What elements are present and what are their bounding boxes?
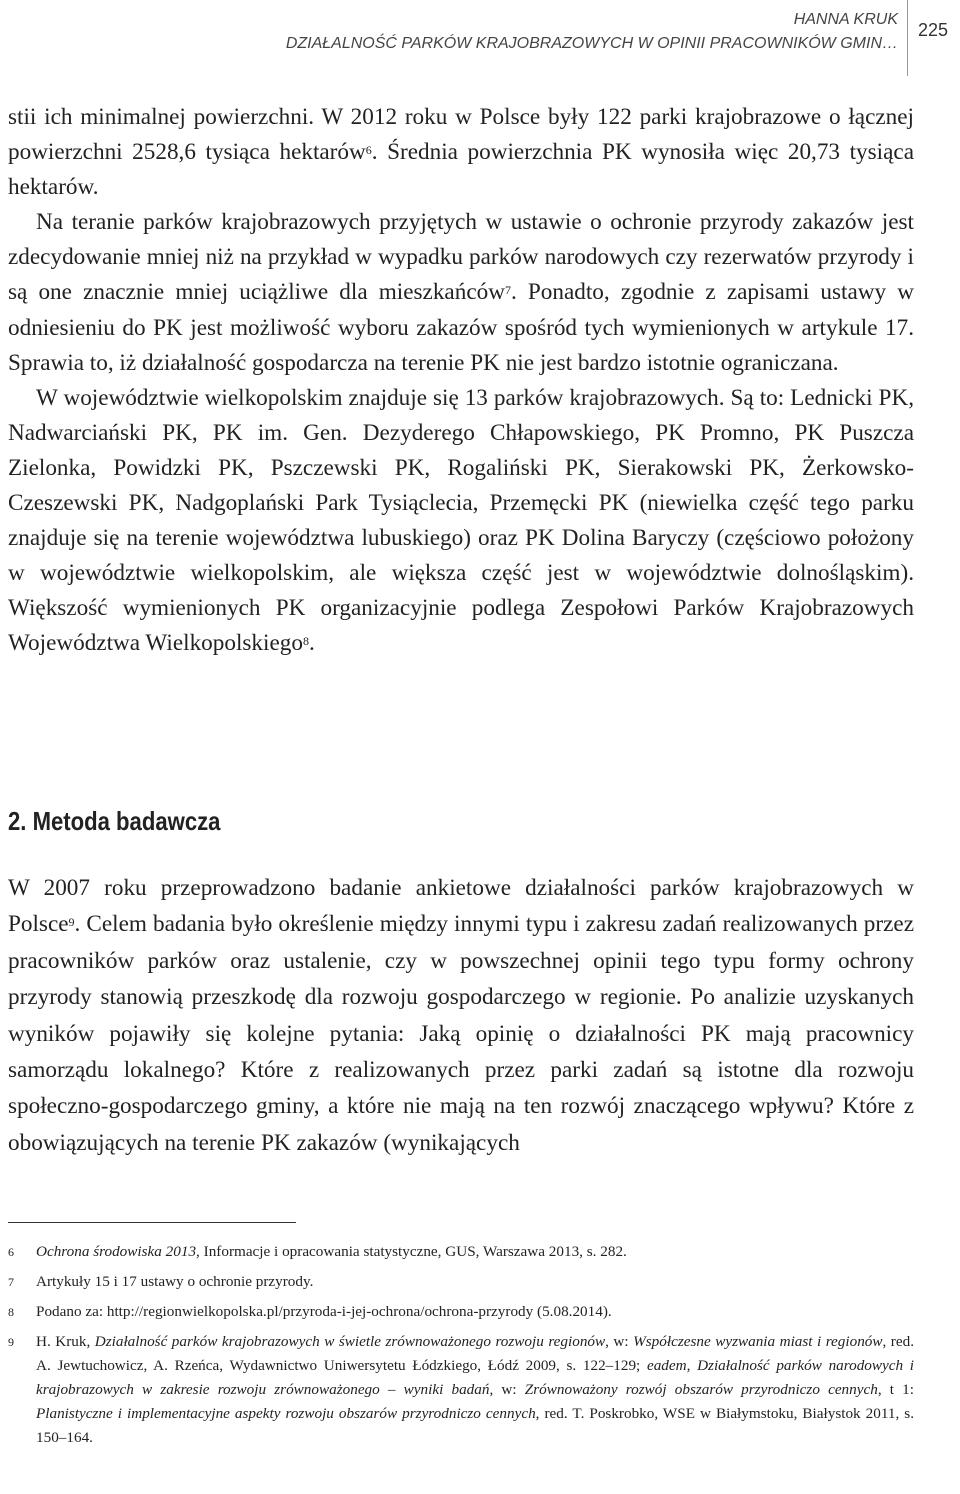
section-title: 2. Metoda badawcza bbox=[8, 806, 221, 836]
footnote-7: 7 Artykuły 15 i 17 ustawy o ochronie przyrody. bbox=[8, 1270, 914, 1294]
footnote-ref[interactable]: 7 bbox=[504, 283, 511, 298]
footnote-ref[interactable]: 8 bbox=[302, 634, 309, 649]
footnote-divider bbox=[8, 1222, 296, 1223]
page-number: 225 bbox=[918, 20, 949, 40]
footnote-9: 9 H. Kruk, Działalność parków krajobrazowych w świetle zrównoważonego rozwoju regionów, w: Współczesne wyzwania miast i regionów, red. A. Jewtuchowicz, A. Rzeńca, Wydawnictwo Uniwersytetu Łódzkiego, Łódź 2009, s. 122–129; eadem, Działalność parków narodowych i krajobrazowych w zakresie rozwoju zrównoważonego – wyniki badań, w: Zrównoważony rozwój obszarów przyrodniczo cennych, t 1: Planistyczne i implementacyjne aspekty rozwoju obszarów przyrodniczo cennych, red. T. Poskrobko, WSE w Białymstoku, Białystok 2011, s. 150–164. bbox=[8, 1330, 914, 1450]
header-title: DZIAŁALNOŚĆ PARKÓW KRAJOBRAZOWYCH W OPINII PRACOWNIKÓW GMIN… bbox=[285, 35, 898, 52]
paragraph: Na teranie parków krajobrazowych przyjętych w ustawie o ochronie przyrody zakazów jest zdecydowanie mniej niż na przykład w wypadku parków narodowych czy rezerwatów przyrody i są one znacznie mniej uciążliwe dla mieszkańców$^7$. Ponadto, zgodnie z zapisami ustawy w odniesieniu do PK jest możliwość wyboru zakazów spośród tych wymienionych w artykule 17. Sprawia to, iż działalność gospodarcza na terenie PK nie jest bardzo istotnie ograniczana. bbox=[8, 209, 914, 376]
header-author: HANNA KRUK bbox=[793, 11, 898, 28]
footnote-number: 6 bbox=[8, 1245, 14, 1259]
section-text bbox=[8, 870, 914, 1161]
footnote-6: 6 Ochrona środowiska 2013, Informacje i opracowania statystyczne, GUS, Warszawa 2013, s. 282. bbox=[8, 1240, 914, 1264]
paragraph: W 2007 roku przeprowadzono badanie ankietowe działalności parków krajobrazowych w Polsce$^9$. Celem badania było określenie między innymi typu i zakresu zadań realizowanych przez pracowników parków oraz ustalenie, czy w powszechnej opinii tego typu formy ochrony przyrody stanowią przeszkodę dla rozwoju gospodarczego w regionie. Po analizie uzyskanych wyników pojawiły się kolejne pytania: Jaką opinię o działalności PK mają pracownicy samorządu lokalnego? Które z realizowanych przez parki zadań są istotne dla rozwoju społeczno-gospodarczego gminy, a które nie mają na ten rozwój znaczącego wpływu? Które z obowiązujących na terenie PK zakazów (wynikających bbox=[8, 875, 914, 1156]
footnote-number: 8 bbox=[8, 1305, 14, 1319]
footnote-8 bbox=[8, 1300, 914, 1324]
footnote-number: 7 bbox=[8, 1275, 14, 1289]
header-divider bbox=[907, 0, 908, 76]
paragraph: stii ich minimalnej powierzchni. W 2012 roku w Polsce były 122 parki krajobrazowe o łącznej powierzchni 2528,6 tysiąca hektarów$^6$. Średnia powierzchnia PK wynosiła więc 20,73 tysiąca hektarów. bbox=[8, 104, 914, 201]
footnotes bbox=[8, 1240, 914, 1456]
footnote-ref[interactable]: 6 bbox=[365, 143, 372, 158]
footnote-number: 9 bbox=[8, 1335, 14, 1349]
footnote-ref[interactable]: 9 bbox=[68, 915, 75, 930]
footnote-url-text[interactable]: Podano za: http://regionwielkopolska.pl/przyroda-i-jej-ochrona/ochrona-przyrody (5.08.2014). bbox=[36, 1303, 612, 1320]
paragraph: W województwie wielkopolskim znajduje się 13 parków krajobrazowych. Są to: Lednicki PK, Nadwarciański PK, PK im. Gen. Dezyderego Chłapowskiego, PK Promno, PK Puszcza Zielonka, Powidzki PK, Pszczewski PK, Rogaliński PK, Sierakowski PK, Żerkowsko-Czeszewski PK, Nadgoplański Park Tysiąclecia, Przemęcki PK (niewielka część tego parku znajduje się na terenie województwa lubuskiego) oraz PK Dolina Baryczy (częściowo położony w województwie wielkopolskim, ale większa część jest w województwie dolnośląskim). Większość wymienionych PK organizacyjnie podlega Zespołowi Parków Krajobrazowych Województwa Wielkopolskiego$^8$. bbox=[8, 384, 914, 657]
body-text bbox=[8, 100, 914, 662]
running-header bbox=[286, 8, 898, 56]
